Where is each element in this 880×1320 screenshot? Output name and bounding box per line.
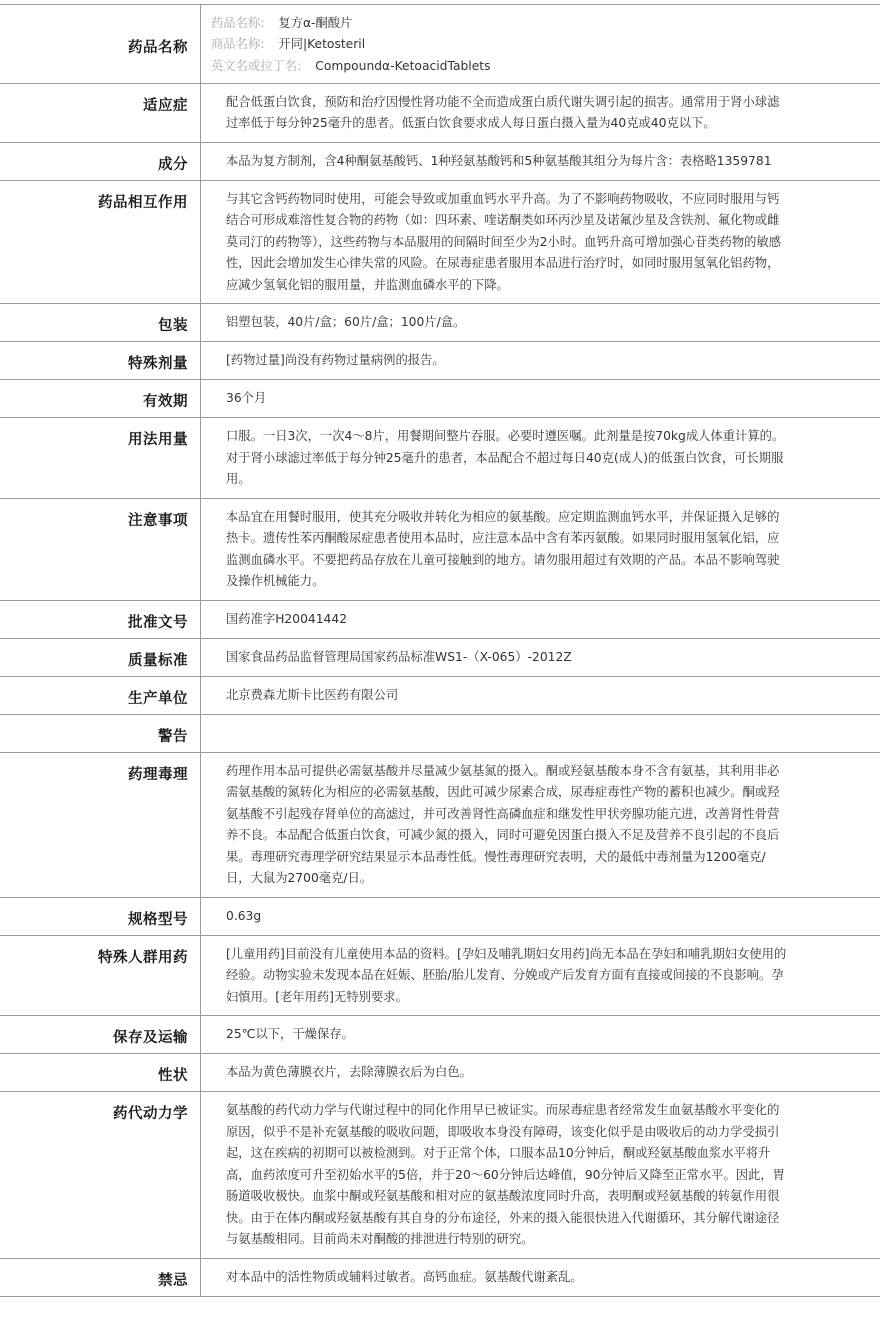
row-text: 配合低蛋白饮食，预防和治疗因慢性肾功能不全而造成蛋白质代谢失调引起的损害。通常用于肾小球滤过率低于每分钟25毫升的患者。低蛋白饮食要求成人每日蛋白摄入量为40克或40克以下。 (226, 94, 780, 131)
label-cell (0, 1054, 201, 1092)
label-cell (0, 600, 201, 638)
row-text (201, 715, 880, 752)
row-label: 注意事项 (128, 511, 188, 529)
row-label: 规格型号 (128, 910, 188, 928)
row-dosage (0, 418, 880, 499)
row-label: 警告 (158, 727, 188, 745)
label-cell (0, 1092, 201, 1259)
row-text: 药理作用本品可提供必需氨基酸并尽量减少氨基氮的摄入。酮或羟氨基酸本身不含有氨基，其利用非必需氨基酸的氮转化为相应的必需氨基酸，因此可减少尿素合成，尿毒症毒性产物的蓄积也减少。酮或羟氨基酸不引起残存肾单位的高滤过，并可改善肾性高磷血症和继发性甲状旁腺功能亢进，改善肾性骨营养不良。本品配合低蛋白饮食，可减少氮的摄入，同时可避免因蛋白摄入不足及营养不良引起的不良后果。毒理研究毒理学研究结果显示本品毒性低。慢性毒理研究表明，犬的最低中毒剂量为1200毫克/日，大鼠为2700毫克/日。 (226, 763, 780, 886)
label-cell (0, 1258, 201, 1296)
value-cell (201, 5, 880, 83)
trade-name-key: 商品名称: (211, 37, 265, 52)
value-cell (201, 1054, 880, 1092)
row-interactions (0, 180, 880, 304)
value-cell (201, 83, 880, 142)
trade-name-line (211, 34, 861, 55)
row-text: 本品为复方制剂，含4种酮氨基酸钙、1种羟氨基酸钙和5种氨基酸其组分为每片含：表格略1359781 (226, 153, 772, 168)
row-pharmacology (0, 752, 880, 897)
value-cell (201, 935, 880, 1016)
row-text: 国家食品药品监督管理局国家药品标准WS1-（X-065）-2012Z (226, 649, 572, 664)
row-text: 与其它含钙药物同时使用，可能会导致或加重血钙水平升高。为了不影响药物吸收，不应同时服用与钙结合可形成难溶性复合物的药物（如：四环素、喹诺酮类如环丙沙星及诺氟沙星及含铁剂、氟化物或雌莫司汀的药物等），这些药物与本品服用的间隔时间至少为2小时。血钙升高可增加强心苷类药物的敏感性，因此会增加发生心律失常的风险。在尿毒症患者服用本品进行治疗时，如同时服用氢氧化铝药物，应减少氢氧化铝的服用量，并监测血磷水平的下降。 (226, 191, 782, 292)
label-cell (0, 418, 201, 499)
value-cell (201, 897, 880, 935)
label-cell (0, 638, 201, 676)
row-text: 国药准字H20041442 (226, 611, 348, 626)
row-text: [药物过量]尚没有药物过量病例的报告。 (226, 353, 445, 368)
label-cell (0, 498, 201, 600)
row-label: 保存及运输 (113, 1029, 188, 1047)
generic-name-key: 药品名称: (211, 16, 265, 30)
value-cell (201, 142, 880, 180)
label-cell (0, 5, 201, 83)
row-label: 包装 (158, 317, 188, 335)
label-cell (0, 180, 201, 304)
label-cell (0, 380, 201, 418)
row-approval-number (0, 600, 880, 638)
row-label: 批准文号 (128, 613, 188, 631)
label-cell (0, 714, 201, 752)
row-manufacturer (0, 676, 880, 714)
value-cell (201, 752, 880, 897)
row-label: 适应症 (143, 96, 188, 114)
row-label: 药品相互作用 (98, 193, 188, 211)
trade-name-value: 开同|Ketosteril (278, 37, 366, 52)
row-text: 25℃以下，干燥保存。 (226, 1027, 354, 1042)
label-cell (0, 752, 201, 897)
row-quality-standard (0, 638, 880, 676)
generic-name-line (211, 13, 861, 34)
row-label: 性状 (158, 1067, 188, 1085)
row-label: 特殊人群用药 (98, 948, 188, 966)
value-cell (201, 418, 880, 499)
label-cell (0, 676, 201, 714)
row-special-populations (0, 935, 880, 1016)
row-packaging (0, 304, 880, 342)
row-text: 口服。一日3次，一次4～8片，用餐期间整片吞服。必要时遵医嘱。此剂量是按70kg成人体重计算的。对于肾小球滤过率低于每分钟25毫升的患者，本品配合不超过每日40克(成人)的低蛋白饮食，可长期服用。 (226, 429, 785, 487)
row-specification (0, 897, 880, 935)
drug-name-block (201, 5, 880, 83)
row-contraindications (0, 1258, 880, 1296)
english-name-line (211, 56, 861, 77)
row-ingredients (0, 142, 880, 180)
row-text: [儿童用药]目前没有儿童使用本品的资料。[孕妇及哺乳期妇女用药]尚无本品在孕妇和哺乳期妇女使用的经验。动物实验未发现本品在妊娠、胚胎/胎儿发育、分娩或产后发育方面有直接或间接的不良影响。孕妇慎用。[老年用药]无特别要求。 (226, 946, 787, 1004)
row-text: 本品为黄色薄膜衣片，去除薄膜衣后为白色。 (226, 1065, 472, 1080)
value-cell (201, 304, 880, 342)
label-cell (0, 142, 201, 180)
english-name-key: 英文名或拉丁名: (211, 58, 302, 73)
row-special-dosage (0, 342, 880, 380)
value-cell (201, 1092, 880, 1259)
label-cell (0, 935, 201, 1016)
row-label: 药品名称 (128, 39, 188, 56)
value-cell (201, 600, 880, 638)
row-shelf-life (0, 380, 880, 418)
row-text: 本品宜在用餐时服用，使其充分吸收并转化为相应的氨基酸。应定期监测血钙水平，并保证摄入足够的热卡。遗传性苯丙酮酸尿症患者使用本品时，应注意本品中含有苯丙氨酸。如果同时服用氢氧化铝，应监测血磷水平。不要把药品存放在儿童可接触到的地方。请勿服用超过有效期的产品。本品不影响驾驶及操作机械能力。 (226, 509, 780, 589)
row-description (0, 1054, 880, 1092)
row-text: 36个月 (226, 391, 267, 406)
row-label: 有效期 (143, 393, 188, 411)
row-label: 特殊剂量 (128, 355, 188, 373)
value-cell (201, 342, 880, 380)
row-text: 北京费森尤斯卡比医药有限公司 (226, 687, 399, 702)
row-indications (0, 83, 880, 142)
row-label: 药理毒理 (128, 765, 188, 783)
label-cell (0, 342, 201, 380)
row-label: 质量标准 (128, 651, 188, 669)
row-storage (0, 1016, 880, 1054)
row-drug-names (0, 5, 880, 83)
english-name-value: Compoundα-KetoacidTablets (315, 58, 491, 73)
row-precautions (0, 498, 880, 600)
row-text: 0.63g (226, 908, 262, 923)
row-text: 铝塑包装，40片/盒；60片/盒；100片/盒。 (226, 315, 466, 330)
value-cell (201, 1258, 880, 1296)
row-label: 成分 (158, 155, 188, 173)
label-cell (0, 83, 201, 142)
row-pharmacokinetics (0, 1092, 880, 1259)
row-text: 对本品中的活性物质或辅料过敏者。高钙血症。氨基酸代谢紊乱。 (226, 1269, 583, 1284)
row-label: 用法用量 (128, 431, 188, 449)
value-cell (201, 676, 880, 714)
row-label: 禁忌 (158, 1271, 188, 1289)
row-label: 药代动力学 (113, 1105, 188, 1123)
drug-spec-table (0, 5, 880, 1297)
value-cell (201, 180, 880, 304)
value-cell (201, 380, 880, 418)
row-warning (0, 714, 880, 752)
value-cell (201, 638, 880, 676)
drug-spec-sheet (0, 4, 880, 1297)
value-cell (201, 714, 880, 752)
label-cell (0, 897, 201, 935)
value-cell (201, 498, 880, 600)
label-cell (0, 304, 201, 342)
value-cell (201, 1016, 880, 1054)
label-cell (0, 1016, 201, 1054)
generic-name-value: 复方α-酮酸片 (278, 16, 353, 30)
row-text: 氨基酸的药代动力学与代谢过程中的同化作用早已被证实。而尿毒症患者经常发生血氨基酸水平变化的原因，似乎不是补充氨基酸的吸收问题，即吸收本身没有障碍，该变化似乎是由吸收后的动力学受损引起，这在疾病的初期可以被检测到。对于正常个体，口服本品10分钟后，酮或羟氨基酸血浆水平将升高，血药浓度可升至初始水平的5倍，并于20～60分钟后达峰值，90分钟后又降至正常水平。因此，胃肠道吸收极快。血浆中酮或羟氨基酸和相对应的氨基酸浓度同时升高，表明酮或羟氨基酸的转氨作用很快。由于在体内酮或羟氨基酸有其自身的分布途径，外来的摄入能很快进入代谢循环，其分解代谢途径与氨基酸相同。目前尚未对酮酸的排泄进行特别的研究。 (226, 1103, 785, 1247)
row-label: 生产单位 (128, 689, 188, 707)
